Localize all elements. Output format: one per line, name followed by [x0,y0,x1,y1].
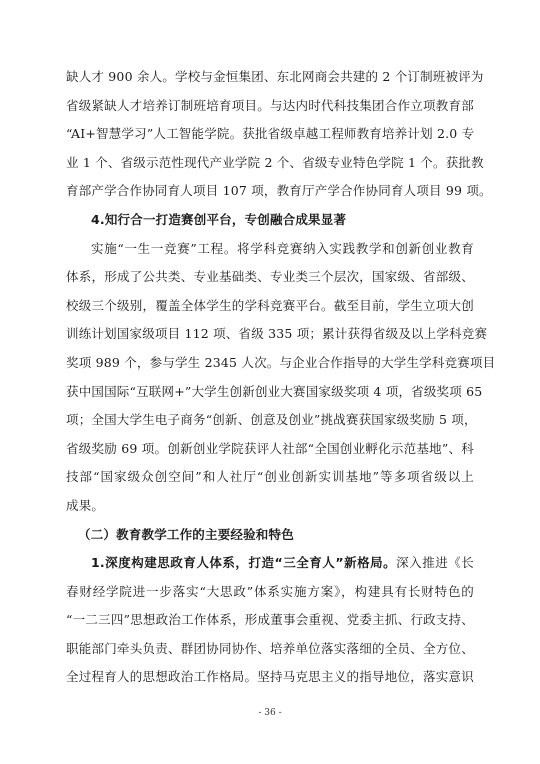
text-line: 实施“一生一竞赛”工程。将学科竞赛纳入实践教学和创新创业教育 [91,240,474,256]
section-heading: （二）教育教学工作的主要经验和特色 [78,526,294,542]
text-line: 缺人才 900 余人。学校与金恒集团、东北网商会共建的 2 个订制班被评为 [66,69,484,84]
text-line: 全过程育人的思想政治工作格局。坚持马克思主义的指导地位，落实意识 [66,669,474,685]
text-line: 育部产学合作协同育人项目 107 项，教育厅产学合作协同育人项目 99 项。 [66,183,492,199]
section-heading: 4.知行合一打造赛创平台，专创融合成果显著 [91,211,347,227]
text-line: 训练计划国家级项目 112 项、省级 335 项；累计获得省级及以上学科竞赛 [66,326,488,342]
text-line: 省级紧缺人才培养订制班培育项目。与达内时代科技集团合作立项教育部 [66,97,474,113]
bold-lead-text: 1.深度构建思政育人体系，打造“三全育人”新格局。 [91,555,397,571]
text-line: 获中国国际“互联网+”大学生创新创业大赛国家级奖项 4 项，省级奖项 65 [66,383,483,399]
text-line [66,549,474,578]
text-line: 省级奖励 69 项。创新创业学院获评人社部“全国创业孵化示范基地”、科 [66,440,474,456]
text-line: 体系，形成了公共类、专业基础类、专业类三个层次，国家级、省部级、 [66,269,474,285]
text-line: 成果。 [66,497,105,513]
lead-line-rest: 深入推进《长 [396,555,474,571]
text-line: 春财经学院进一步落实“大思政”体系实施方案》，构建具有长财特色的 [66,583,474,599]
text-line: 技部“国家级众创空间”和人社厅“创业创新实训基地”等多项省级以上 [66,469,474,485]
text-line: 职能部门牵头负责、群团协同协作、培养单位落实落细的全员、全方位、 [66,640,474,656]
text-line: 校级三个级别，覆盖全体学生的学科竞赛平台。截至目前，学生立项大创 [66,297,474,313]
text-line: 业 1 个、省级示范性现代产业学院 2 个、省级专业特色学院 1 个。获批教 [66,154,484,170]
page-number: - 36 - [258,708,282,718]
text-line: 项；全国大学生电子商务“创新、创意及创业”挑战赛获国家级奖励 5 项， [66,412,477,428]
text-line: “一二三四”思想政治工作体系，形成董事会重视、党委主抓、行政支持、 [66,612,474,628]
text-line: “AI+智慧学习”人工智能学院。获批省级卓越工程师教育培养计划 2.0 专 [66,126,475,142]
text-line: 奖项 989 个，参与学生 2345 人次。与企业合作指导的大学生学科竞赛项目 [66,354,496,370]
page-body [66,63,496,692]
